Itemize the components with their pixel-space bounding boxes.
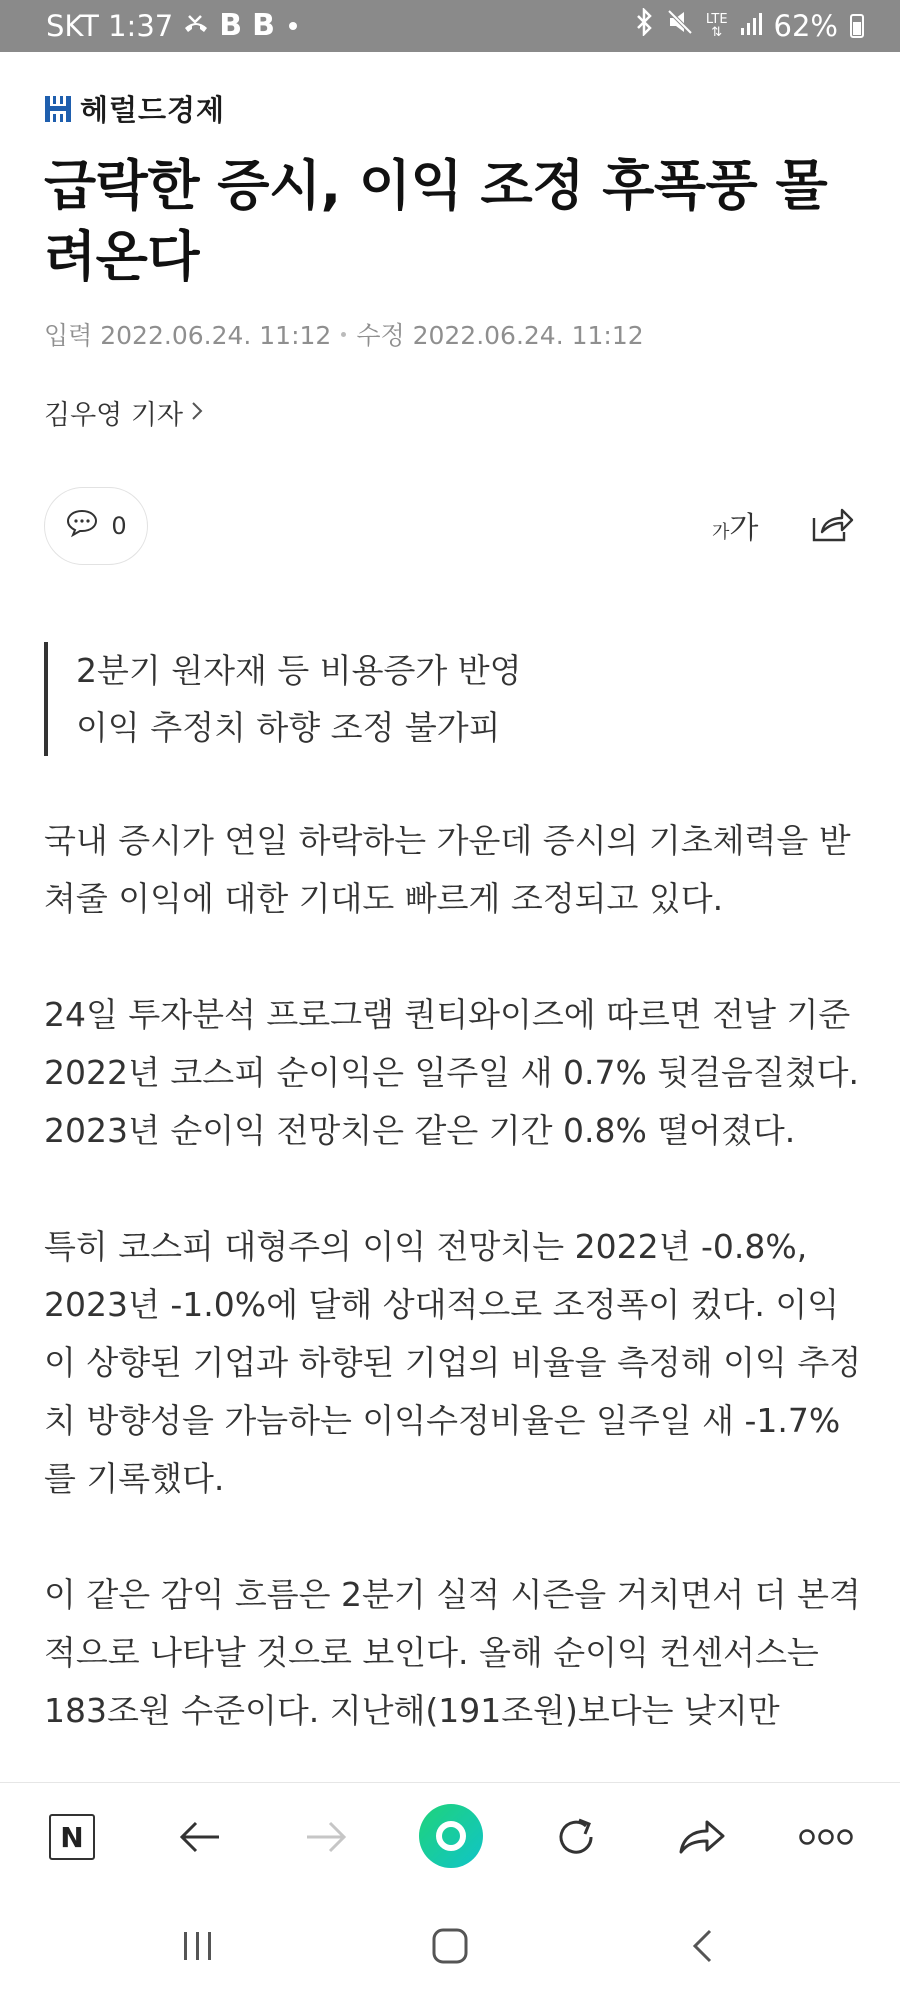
article-paragraph: 이 같은 감익 흐름은 2분기 실적 시즌을 거치면서 더 본격적으로 나타날 것으로 보인다. 올해 순이익 컨센서스는 183조원 수준이다. 지난해(191조원)보다는 낮지만 bbox=[44, 1575, 861, 1730]
article-body bbox=[44, 812, 864, 1798]
green-dot-icon[interactable] bbox=[418, 1803, 484, 1869]
mute-icon bbox=[666, 8, 694, 43]
signal-icon bbox=[740, 9, 762, 43]
comment-icon bbox=[65, 508, 99, 544]
recent-apps-icon[interactable] bbox=[168, 1916, 228, 1976]
comment-count: 0 bbox=[111, 512, 127, 540]
chevron-right-icon bbox=[191, 397, 203, 428]
publisher-logo-icon bbox=[44, 95, 72, 123]
date-separator bbox=[341, 332, 346, 337]
dot-icon bbox=[289, 22, 297, 30]
carrier-time: SKT 1:37 bbox=[46, 8, 174, 43]
refresh-icon[interactable] bbox=[546, 1807, 606, 1867]
naver-home-label: N bbox=[49, 1814, 95, 1860]
bluetooth-icon bbox=[634, 8, 654, 43]
font-size-large-label: 가 bbox=[729, 511, 759, 546]
article-paragraph: 24일 투자분석 프로그램 퀀티와이즈에 따르면 전날 기준 2022년 코스피 순이익은 일주일 새 0.7% 뒷걸음질쳤다. 2023년 순이익 전망치은 같은 기간 0.8% 떨어졌다. bbox=[44, 995, 860, 1150]
share-icon[interactable] bbox=[672, 1807, 732, 1867]
android-nav-bar bbox=[0, 1892, 900, 2000]
missed-call-icon bbox=[183, 9, 209, 43]
font-size-small-label: 가 bbox=[712, 522, 730, 543]
back-arrow-icon[interactable] bbox=[170, 1807, 230, 1867]
share-icon bbox=[810, 529, 854, 548]
input-date: 입력 2022.06.24. 11:12 bbox=[44, 321, 332, 350]
status-bar-left bbox=[46, 8, 297, 43]
article-summary bbox=[44, 642, 522, 756]
share-button[interactable] bbox=[810, 504, 854, 548]
article-paragraph: 특히 코스피 대형주의 이익 전망치는 2022년 -0.8%, 2023년 -1.0%에 달해 상대적으로 조정폭이 컸다. 이익이 상향된 기업과 하향된 기업의 비율을 측정해 이익 추정치 방향성을 가늠하는 이익수정비율은 일주일 새 -1.7%를 기록했다. bbox=[44, 1227, 862, 1498]
reporter-link[interactable] bbox=[44, 393, 203, 432]
modified-date: 수정 2022.06.24. 11:12 bbox=[356, 321, 644, 350]
lte-icon: LTE ⇅ bbox=[705, 11, 728, 40]
font-size-button[interactable] bbox=[712, 503, 758, 547]
battery-fill bbox=[853, 22, 861, 34]
status-bar bbox=[0, 0, 900, 52]
battery-text: 62% bbox=[773, 8, 838, 43]
status-bar-right bbox=[634, 8, 864, 43]
publisher-header[interactable] bbox=[44, 88, 225, 129]
comment-button[interactable] bbox=[44, 487, 148, 565]
naver-home-icon[interactable] bbox=[42, 1807, 102, 1867]
reporter-name: 김우영 기자 bbox=[44, 400, 183, 431]
home-icon[interactable] bbox=[420, 1916, 480, 1976]
browser-toolbar bbox=[0, 1782, 900, 1893]
b-icon: B bbox=[252, 8, 275, 43]
summary-line: 이익 추정치 하향 조정 불가피 bbox=[76, 708, 501, 747]
b-icon: B bbox=[219, 8, 243, 43]
publisher-name: 헤럴드경제 bbox=[80, 93, 226, 127]
article-headline: 급락한 증시, 이익 조정 후폭풍 몰려온다 bbox=[44, 154, 828, 289]
more-icon[interactable] bbox=[796, 1807, 856, 1867]
summary-line: 2분기 원자재 등 비용증가 반영 bbox=[76, 651, 522, 690]
article-paragraph: 국내 증시가 연일 하락하는 가운데 증시의 기초체력을 받쳐줄 이익에 대한 기대도 빠르게 조정되고 있다. bbox=[44, 821, 851, 918]
forward-arrow-icon[interactable] bbox=[296, 1807, 356, 1867]
battery-icon bbox=[850, 14, 864, 38]
article-dates bbox=[44, 316, 644, 352]
back-icon[interactable] bbox=[672, 1916, 732, 1976]
